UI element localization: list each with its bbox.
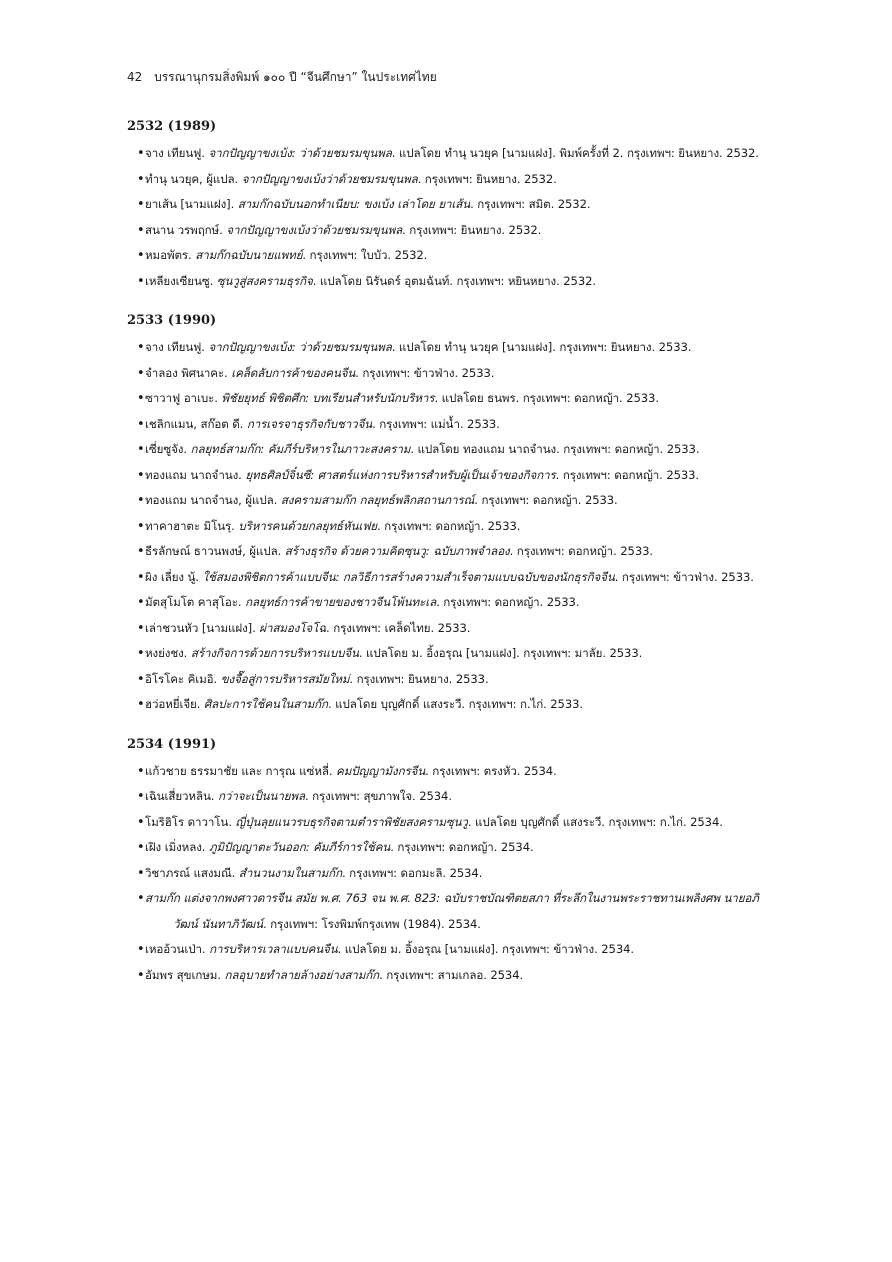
bibliography-entry	[127, 616, 782, 642]
entry-author: ธีรลักษณ์ ธาวนพงษ์, ผู้แปล.	[145, 544, 285, 558]
entry-title: สามก๊กฉบับนายแพทย์	[195, 248, 303, 262]
entry-publication: . แปลโดย ธนพร. กรุงเทพฯ: ดอกหญ้า. 2533.	[434, 391, 659, 405]
entry-author: เชลิกแมน, สก๊อต ดี.	[145, 416, 247, 431]
year-heading: 2534 (1991)	[127, 736, 217, 752]
entry-publication: . กรุงเทพฯ: แม่น้ำ. 2533.	[372, 416, 500, 431]
entry-publication: . กรุงเทพฯ: ตรงหัว. 2534.	[425, 763, 557, 778]
entry-title: ขงจื๊อสู่การบริหารสมัยใหม่	[220, 671, 350, 686]
entry-author: หงย่งชง.	[145, 646, 191, 660]
entry-author: วิชาภรณ์ แสงมณี.	[145, 865, 239, 880]
entry-title: สามก๊กฉบับนอกทำเนียบ: ขงเบ้ง เล่าโดย ยาเส้น	[237, 197, 471, 211]
entry-author: ซาวาฟู อาเบะ.	[145, 391, 222, 405]
bibliography-entry	[127, 784, 782, 810]
entry-title: จากปัญญาขงเบ้ง: ว่าด้วยชมรมขุนพล	[208, 146, 392, 160]
bibliography-entry	[127, 488, 782, 514]
entry-author: เหลียงเซียนซู.	[145, 273, 217, 288]
bibliography-entry	[127, 167, 782, 193]
year-section	[127, 312, 782, 718]
entry-author: จาง เทียนฟู.	[145, 340, 209, 354]
bibliography-entry	[127, 514, 782, 540]
bibliography-entry	[127, 692, 782, 718]
entry-publication: . แปลโดย ทองแถม นาถจำนง. กรุงเทพฯ: ดอกหญ้า. 2533.	[410, 442, 700, 456]
entry-author: เซี่ยซูจัง.	[145, 442, 191, 456]
entry-author: โมริฮิโร ดาวาโน.	[145, 814, 236, 829]
entry-title: คมปัญญามังกรจีน	[336, 763, 426, 778]
entry-publication: . แปลโดย ทำนุ นวยุค [นามแฝง]. กรุงเทพฯ: ยินหยาง. 2533.	[391, 340, 692, 354]
entry-publication: . แปลโดย ม. อิ้งอรุณ [นามแฝง]. กรุงเทพฯ: ข้าวฟ่าง. 2534.	[337, 942, 634, 956]
entry-title: ศิลปะการใช้คนในสามก๊ก	[203, 697, 328, 711]
bibliography-entry	[127, 963, 782, 989]
year-section	[127, 736, 782, 989]
entry-title: จากปัญญาขงเบ้งว่าด้วยชมรมขุนพล	[226, 222, 403, 237]
entry-title: การเจรจาธุรกิจกับชาวจีน	[246, 416, 373, 431]
entry-title: ผ่าสมองโจโฉ	[259, 620, 327, 635]
entry-author: ทองแถม นาถจำนง, ผู้แปล.	[145, 493, 281, 507]
bibliography-entry	[127, 192, 782, 218]
entry-author: ทาคาฮาตะ มิโนรุ.	[145, 518, 239, 533]
entry-publication: . กรุงเทพฯ: ดอกหญ้า. 2533.	[555, 467, 700, 482]
entry-publication: . กรุงเทพฯ: ดอกหญ้า. 2533.	[377, 518, 521, 533]
entry-title: สงครามสามก๊ก กลยุทธ์พลิกสถานการณ์	[280, 493, 475, 507]
entry-author: จาง เทียนฟู.	[145, 146, 209, 160]
bibliography-entry	[127, 243, 782, 269]
bibliography-entry	[127, 218, 782, 244]
entry-author: ทองแถม นาถจำนง.	[145, 467, 246, 482]
entry-publication: . แปลโดย นิรันดร์ อุตมฉันท์. กรุงเทพฯ: หยินหยาง. 2532.	[312, 273, 596, 288]
entry-title: สำนวนงามในสามก๊ก	[238, 865, 342, 880]
running-header	[127, 68, 437, 87]
bibliography-entry	[127, 641, 782, 667]
bibliography-entry	[127, 759, 782, 785]
entry-publication: . กรุงเทพฯ: ยินหยาง. 2533.	[349, 671, 489, 686]
bibliography-entry	[127, 937, 782, 963]
entry-title: กลยุทธ์สามก๊ก: คัมภีร์บริหารในภาวะสงคราม	[190, 442, 411, 456]
year-heading: 2533 (1990)	[127, 313, 217, 328]
running-title: บรรณานุกรมสิ่งพิมพ์ ๑๐๐ ปี “จีนศึกษา” ในประเทศไทย	[154, 70, 437, 84]
entry-title: สร้างธุรกิจ ด้วยความคิดซุนวู: ฉบับภาพจำลอง	[284, 544, 510, 558]
entry-publication: . กรุงเทพฯ: ดอกหญ้า. 2534.	[390, 840, 534, 854]
entry-author: มัตสุโมโต คาสุโอะ.	[145, 595, 246, 609]
entry-publication: . กรุงเทพฯ: ยินหยาง. 2532.	[417, 171, 557, 186]
entry-title: เคล็ดลับการค้าของคนจีน	[231, 365, 356, 380]
bibliography-entry	[127, 590, 782, 616]
entry-title: จากปัญญาขงเบ้งว่าด้วยชมรมขุนพล	[241, 171, 418, 186]
bibliography-entry	[127, 463, 782, 489]
bibliography-entry	[127, 335, 782, 361]
bibliography-entry	[127, 141, 782, 167]
entry-author: อัมพร สุขเกษม.	[145, 967, 225, 982]
entry-author: เฉินเสี่ยวหลิน.	[145, 789, 218, 803]
bibliography-entry	[127, 361, 782, 387]
bibliography-content	[127, 118, 782, 1006]
entry-title: สามก๊ก แต่งจากพงศาวดารจีน สมัย พ.ศ. 763 จน พ.ศ. 823: ฉบับราชบัณฑิตยสภา ที่ระลึกในงานพระราชทานเพลิงศพ นายอภิวัฒน์ นันทาภิวัฒน์	[145, 891, 759, 931]
bibliography-entry	[127, 886, 782, 937]
entry-author: อิโรโคะ คิเมอิ.	[145, 671, 221, 686]
bibliography-entry	[127, 667, 782, 693]
entry-author: ยาเส้น [นามแฝง].	[145, 197, 238, 211]
entry-author: แก้วชาย ธรรมาชัย และ การุณ แซ่หลี่.	[145, 763, 337, 778]
entry-title: กลอุบายทำลายล้างอย่างสามก๊ก	[224, 967, 380, 982]
page-number: 42	[127, 70, 143, 84]
entry-publication: . กรุงเทพฯ: ยินหยาง. 2532.	[402, 222, 542, 237]
entry-publication: . กรุงเทพฯ: สามเกลอ. 2534.	[379, 967, 524, 982]
entry-publication: . กรุงเทพฯ: ดอกมะลิ. 2534.	[342, 865, 483, 880]
entry-publication: . กรุงเทพฯ: เคล็ดไทย. 2533.	[326, 620, 471, 635]
entry-title: ญี่ปุ่นลุยแนวรบธุรกิจตามตำราพิชัยสงครามซุนวู	[235, 814, 468, 829]
entry-title: จากปัญญาขงเบ้ง: ว่าด้วยชมรมขุนพล	[208, 340, 392, 354]
bibliography-entry	[127, 437, 782, 463]
entry-publication: . กรุงเทพฯ: โรงพิมพ์กรุงเทพ (1984). 2534.	[262, 916, 481, 931]
bibliography-entry	[127, 810, 782, 836]
entry-title: ภูมิปัญญาตะวันออก: คัมภีร์การใช้คน	[208, 840, 391, 854]
entry-list	[127, 141, 782, 294]
entry-title: ยุทธศิลป์จิ๋นซี: ศาสตร์แห่งการบริหารสำหรับผู้เป็นเจ้าของกิจการ	[245, 467, 556, 482]
entry-publication: . กรุงเทพฯ: สมิต. 2532.	[470, 197, 591, 211]
entry-title: การบริหารเวลาแบบคนจีน	[209, 942, 338, 956]
entry-publication: . กรุงเทพฯ: ข้าวฟ่าง. 2533.	[614, 569, 754, 584]
entry-author: สนาน วรพฤกษ์.	[145, 222, 227, 237]
entry-title: กลยุทธ์การค้าขายของชาวจีนโพ้นทะเล	[245, 595, 437, 609]
bibliography-entry	[127, 835, 782, 861]
year-section	[127, 118, 782, 294]
entry-author: จำลอง พิศนาคะ.	[145, 365, 232, 380]
entry-author: เล่าชวนหัว [นามแฝง].	[145, 620, 260, 635]
entry-publication: . กรุงเทพฯ: ดอกหญ้า. 2533.	[436, 595, 580, 609]
entry-publication: . กรุงเทพฯ: สุขภาพใจ. 2534.	[304, 789, 452, 803]
entry-author: ผิง เลี่ยง นู้.	[145, 569, 203, 584]
entry-publication: . กรุงเทพฯ: ใบบัว. 2532.	[302, 248, 428, 262]
bibliography-entry	[127, 539, 782, 565]
entry-title: ใช้สมองพิชิตการค้าแบบจีน: กลวิธีการสร้างความสำเร็จตามแบบฉบับของนักธุรกิจจีน	[202, 569, 615, 584]
entry-publication: . แปลโดย บุญศักดิ์ แสงระวี. กรุงเทพฯ: ก.ไก่. 2533.	[327, 697, 583, 711]
bibliography-entry	[127, 861, 782, 887]
entry-author: เฝิง เมิ่งหลง.	[145, 840, 209, 854]
entry-title: ซุนวูสู่สงครามธุรกิจ	[216, 273, 313, 288]
entry-publication: . แปลโดย บุญศักดิ์ แสงระวี. กรุงเทพฯ: ก.ไก่. 2534.	[467, 814, 723, 829]
entry-author: ทำนุ นวยุค, ผู้แปล.	[145, 171, 242, 186]
entry-publication: . แปลโดย ทำนุ นวยุค [นามแฝง]. พิมพ์ครั้งที่ 2. กรุงเทพฯ: ยินหยาง. 2532.	[391, 146, 759, 160]
entry-author: ฮว่อหยี่เจีย.	[145, 697, 204, 711]
bibliography-entry	[127, 269, 782, 295]
bibliography-entry	[127, 412, 782, 438]
entry-publication: . กรุงเทพฯ: ดอกหญ้า. 2533.	[474, 493, 618, 507]
entry-title: สร้างกิจการด้วยการบริหารแบบจีน	[190, 646, 359, 660]
entry-publication: . กรุงเทพฯ: ข้าวฟ่าง. 2533.	[355, 365, 495, 380]
entry-title: บริหารคนด้วยกลยุทธ์หันเฟย	[238, 518, 377, 533]
entry-list	[127, 759, 782, 989]
entry-author: เหออ้วนเป่า.	[145, 942, 210, 956]
entry-author: หมอพัตร.	[145, 248, 196, 262]
entry-publication: . แปลโดย ม. อิ้งอรุณ [นามแฝง]. กรุงเทพฯ: มาลัย. 2533.	[358, 646, 643, 660]
bibliography-entry	[127, 386, 782, 412]
entry-title: พิชัยยุทธ์ พิชิตศึก: บทเรียนสำหรับนักบริหาร	[221, 391, 435, 405]
entry-list	[127, 335, 782, 718]
year-heading: 2532 (1989)	[127, 119, 217, 134]
bibliography-entry	[127, 565, 782, 591]
entry-publication: . กรุงเทพฯ: ดอกหญ้า. 2533.	[509, 544, 653, 558]
entry-title: กว่าจะเป็นนายพล	[217, 789, 305, 803]
